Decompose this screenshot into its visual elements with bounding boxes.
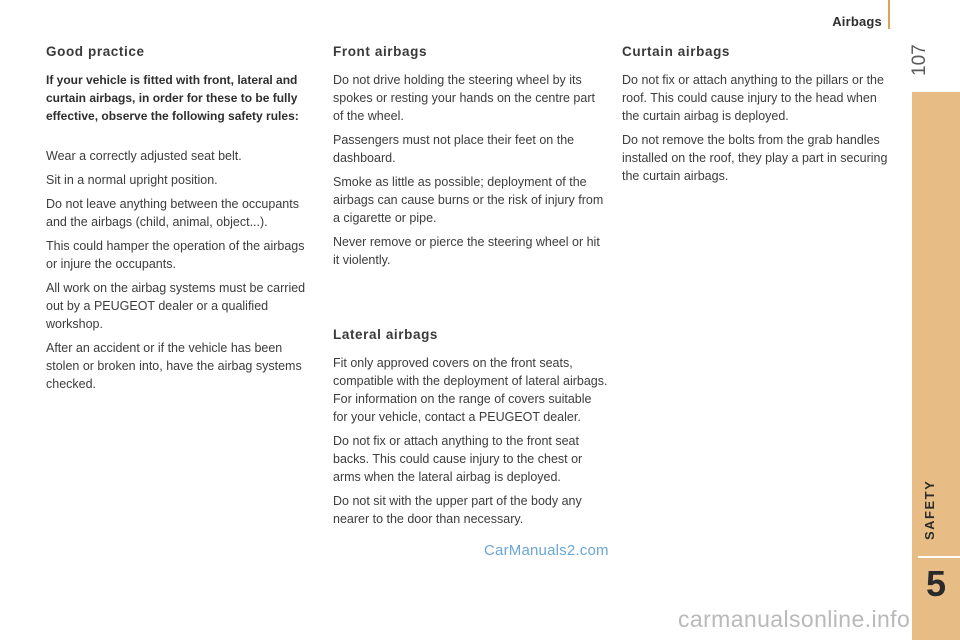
front-airbags-paragraph: Do not drive holding the steering wheel by its spokes or resting your hands on the centre part of the wheel. (333, 73, 595, 123)
lateral-airbags-heading: Lateral airbags (333, 327, 439, 342)
good-practice-paragraph: Wear a correctly adjusted seat belt. (46, 149, 242, 163)
curtain-airbags-heading: Curtain airbags (622, 44, 731, 59)
section-title: Airbags (832, 14, 882, 29)
column-curtain (622, 44, 894, 191)
column-front-lateral (333, 44, 608, 534)
front-airbags-paragraph: Passengers must not place their feet on the dashboard. (333, 133, 575, 165)
header-rule (888, 0, 890, 29)
good-practice-paragraph: After an accident or if the vehicle has been stolen or broken into, have the airbag systems checked. (46, 341, 302, 391)
good-practice-paragraph: Do not leave anything between the occupants and the airbags (child, animal, object...). (46, 197, 299, 229)
lateral-airbags-paragraph: Do not fix or attach anything to the front seat backs. This could cause injury to the chest or arms when the lateral airbag is deployed. (333, 434, 583, 484)
front-airbags-heading: Front airbags (333, 44, 428, 59)
lateral-airbags-paragraph: Fit only approved covers on the front seats, compatible with the deployment of lateral airbags. For information on the range of covers suitable for your vehicle, contact a PEUGEOT dealer. (333, 356, 608, 424)
column-good-practice (46, 44, 314, 399)
carmanualsonline-watermark: carmanualsonline.info (678, 606, 911, 632)
good-practice-paragraph: All work on the airbag systems must be carried out by a PEUGEOT dealer or a qualified workshop. (46, 281, 306, 331)
curtain-airbags-paragraph: Do not remove the bolts from the grab handles installed on the roof, they play a part in securing the curtain airbags. (622, 133, 888, 183)
front-airbags-paragraph: Never remove or pierce the steering wheel or hit it violently. (333, 235, 600, 267)
chapter-divider (918, 556, 960, 558)
section-gap (333, 275, 608, 327)
good-practice-paragraph: This could hamper the operation of the airbags or injure the occupants. (46, 239, 305, 271)
lateral-airbags-paragraph: Do not sit with the upper part of the body any nearer to the door than necessary. (333, 494, 582, 526)
good-practice-heading: Good practice (46, 44, 145, 59)
chapter-label: SAFETY (922, 479, 937, 540)
carmanuals-watermark: CarManuals2.com (484, 542, 609, 559)
front-airbags-paragraph: Smoke as little as possible; deployment of the airbags can cause burns or the risk of injury from a cigarette or pipe. (333, 175, 604, 225)
page-number: 107 (909, 44, 930, 76)
good-practice-intro: If your vehicle is fitted with front, lateral and curtain airbags, in order for these to be fully effective, observe the following safety rules: (46, 73, 299, 123)
curtain-airbags-paragraph: Do not fix or attach anything to the pillars or the roof. This could cause injury to the head when the curtain airbag is deployed. (622, 73, 884, 123)
chapter-number: 5 (925, 563, 947, 604)
good-practice-paragraph: Sit in a normal upright position. (46, 173, 218, 187)
